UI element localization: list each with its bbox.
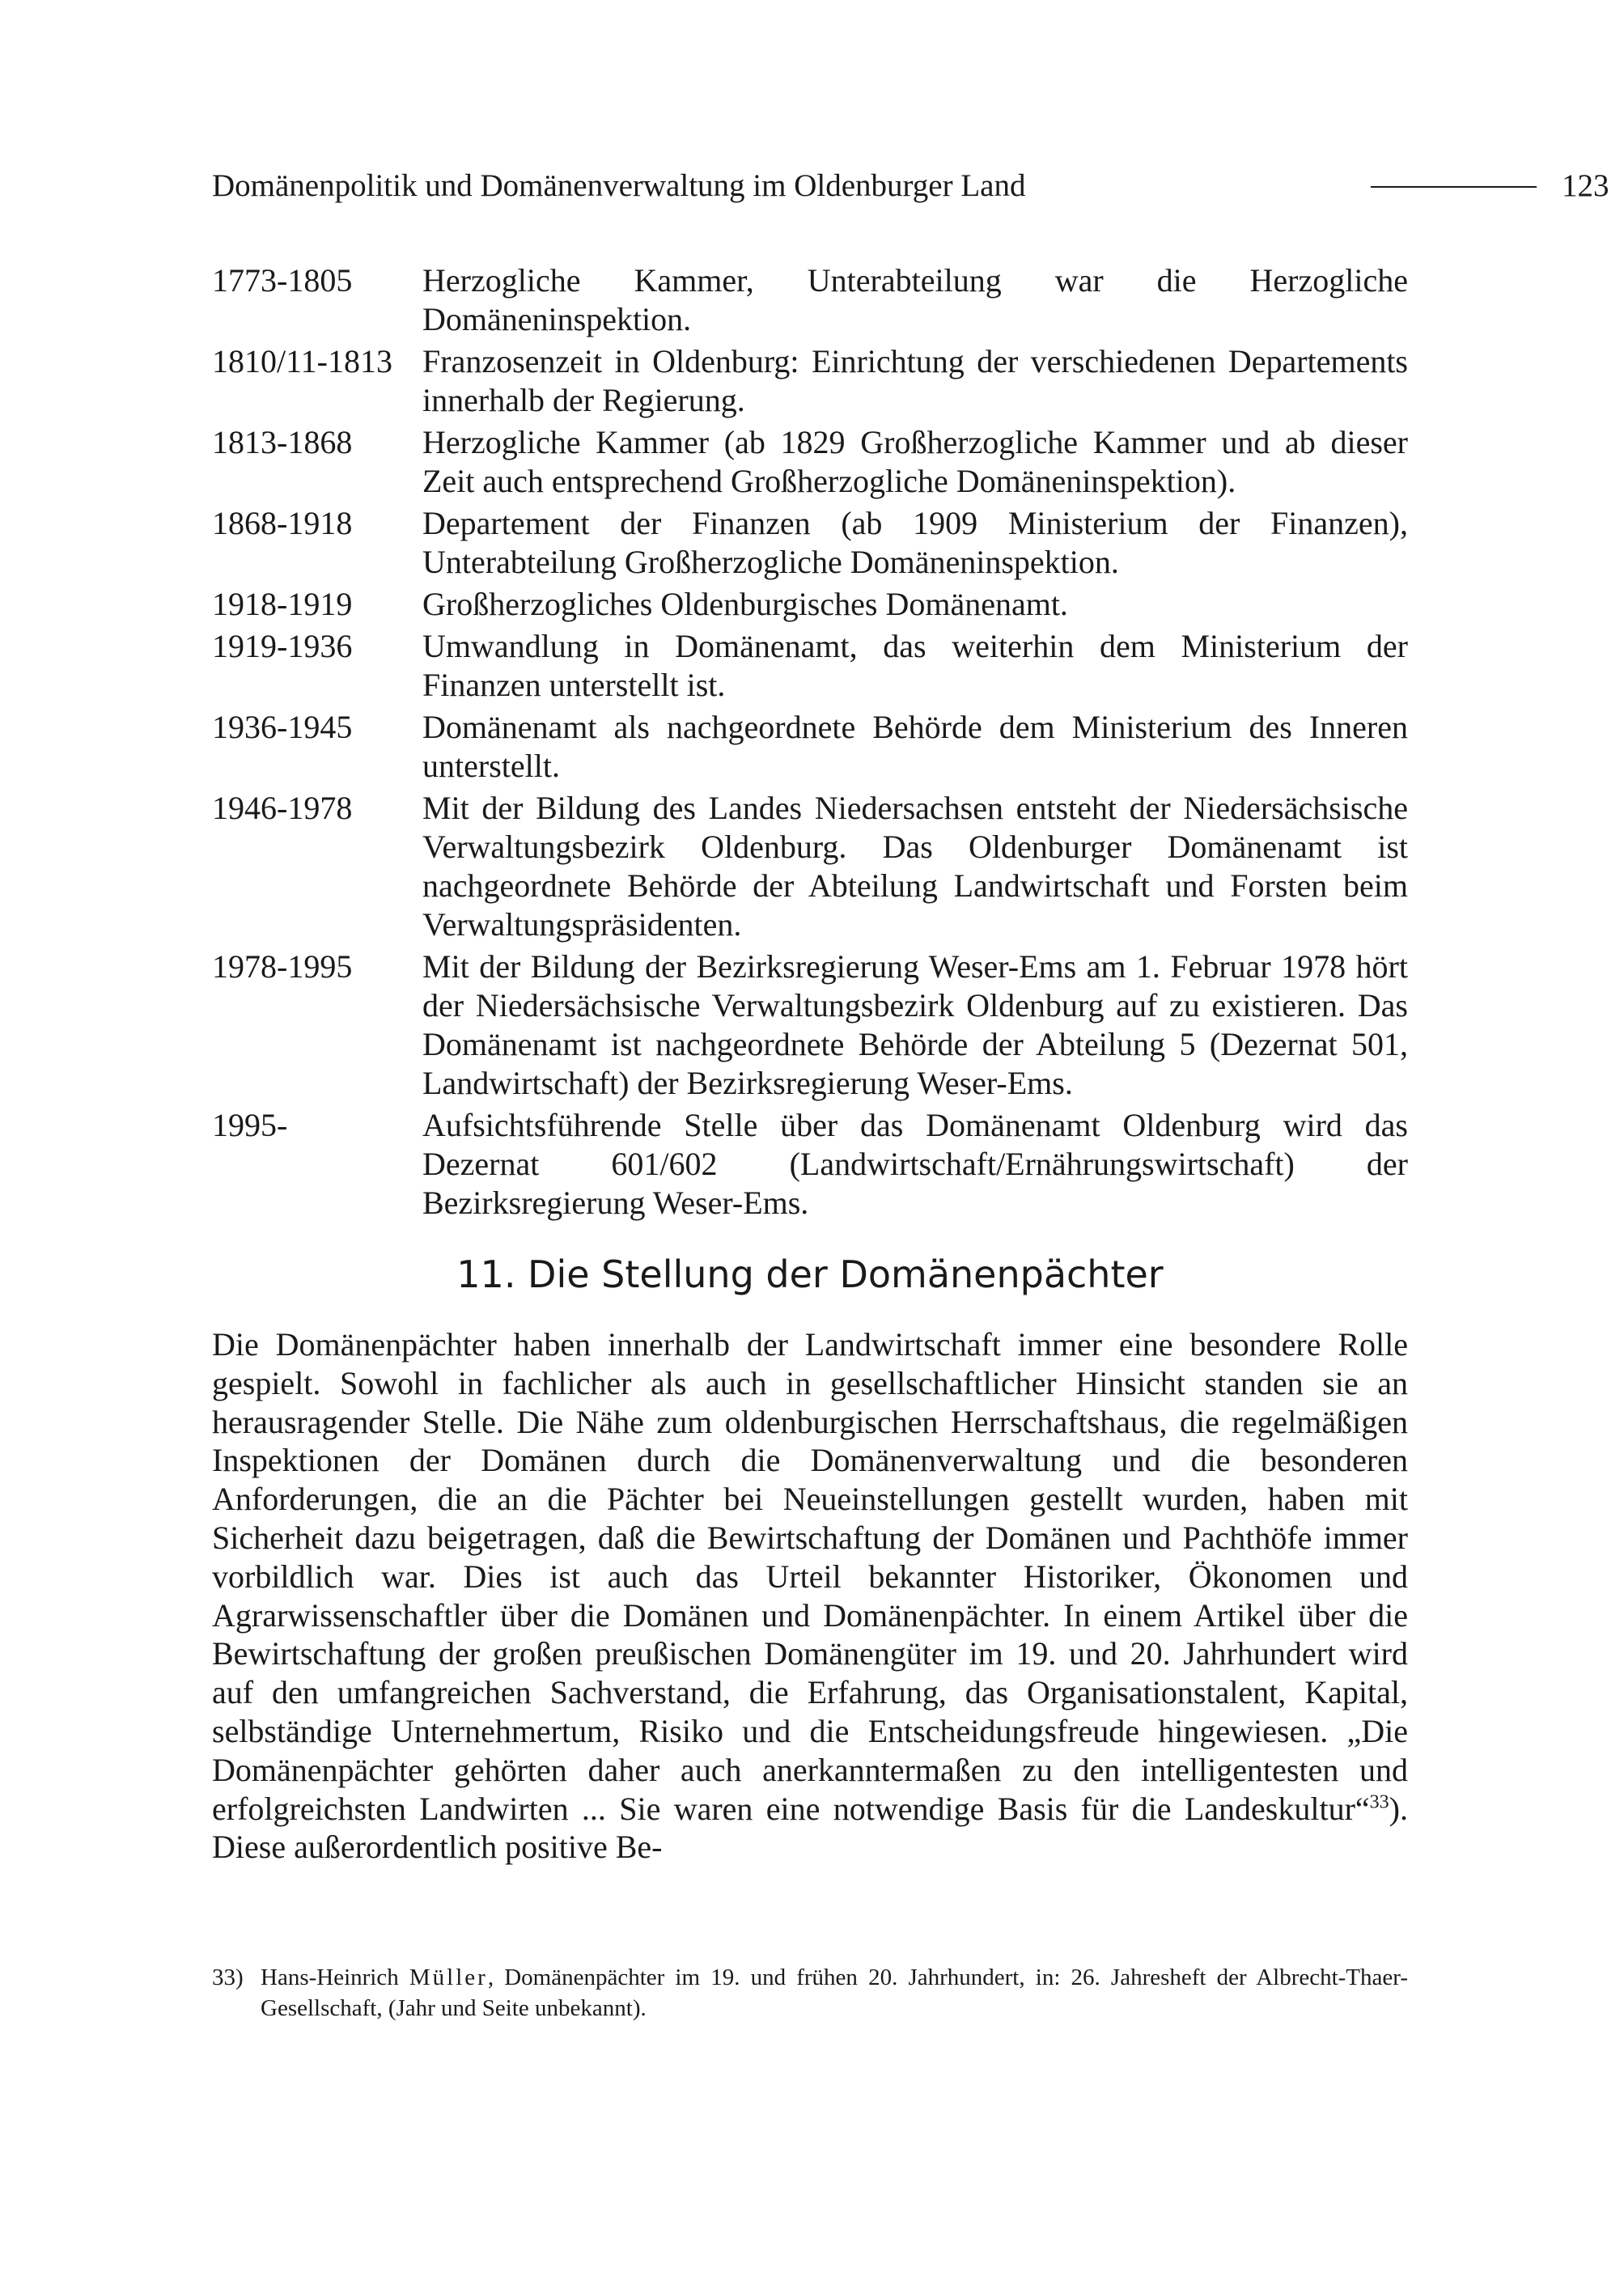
footnote [212,1962,1408,2024]
timeline-entry [212,261,1408,339]
footnote-number: 33) [212,1965,244,1990]
footnote-reference[interactable]: 33 [1369,1791,1389,1813]
timeline-years: 1936-1945 [212,709,353,745]
footnote-text [261,1962,1408,2024]
timeline-years: 1995- [212,1107,288,1143]
timeline-entry [212,1106,1408,1223]
timeline-text: Herzogliche Kammer, Unterabteilung war die Herzogliche Domäneninspektion. [422,262,1408,337]
timeline-years: 1810/11-1813 [212,343,392,379]
timeline-text: Großherzogliches Oldenburgisches Domänenamt. [422,586,1068,622]
timeline-years: 1978-1995 [212,948,353,985]
footnote-author-prefix: Hans-Heinrich [261,1965,409,1990]
timeline-list [212,261,1408,1226]
body-paragraph [212,1325,1408,1867]
running-head [212,162,1609,210]
footnote-author-surname: Müller [409,1965,488,1990]
timeline-entry [212,342,1408,420]
page-number: 123 [1562,168,1609,203]
timeline-text: Mit der Bildung des Landes Niedersachsen entsteht der Niedersächsische Verwaltungsbezirk Oldenburg. Das Oldenburger Domänenamt ist nachgeordnete Behörde der Abteilung Landwirtschaft und Forsten beim Verwaltungspräsidenten. [422,790,1408,943]
timeline-years: 1919-1936 [212,628,353,664]
timeline-text: Franzosenzeit in Oldenburg: Einrichtung der verschiedenen Departements innerhalb der Regierung. [422,343,1408,418]
timeline-entry [212,585,1408,624]
timeline-years: 1946-1978 [212,790,353,826]
timeline-entry [212,627,1408,705]
timeline-years: 1773-1805 [212,262,353,299]
timeline-years: 1868-1918 [212,505,353,541]
timeline-entry [212,423,1408,501]
timeline-entry [212,789,1408,944]
running-head-title: Domänenpolitik und Domänenverwaltung im Oldenburger Land [212,168,1026,203]
timeline-entry [212,708,1408,786]
running-head-rule [1371,186,1537,188]
timeline-text: Mit der Bildung der Bezirksregierung Weser-Ems am 1. Februar 1978 hört der Niedersächsische Verwaltungsbezirk Oldenburg auf zu existieren. Das Domänenamt ist nachgeordnete Behörde der Abteilung 5 (Dezernat 501, Landwirtschaft) der Bezirksregierung Weser-Ems. [422,948,1408,1101]
timeline-text: Aufsichtsführende Stelle über das Domänenamt Oldenburg wird das Dezernat 601/602 (Landwirtschaft/Ernährungswirtschaft) der Bezirksregierung Weser-Ems. [422,1107,1408,1221]
paragraph-text: Die Domänenpächter haben innerhalb der Landwirtschaft immer eine besondere Rolle gespielt. Sowohl in fachlicher als auch in gesellschaftlicher Hinsicht standen sie an herausragender Stelle. Die Nähe zum oldenburgischen Herrschaftshaus, die regelmäßigen Inspektionen der Domänen durch die Domänenverwaltung und die besonderen Anforderungen, die an die Pächter bei Neueinstellungen gestellt wurden, haben mit Sicherheit dazu beigetragen, daß die Bewirtschaftung der Domänen und Pachthöfe immer vorbildlich war. Dies ist auch das Urteil bekannter Historiker, Ökonomen und Agrarwissenschaftler über die Domänen und Domänenpächter. In einem Artikel über die Bewirtschaftung der großen preußischen Domänengüter im 19. und 20. Jahrhundert wird auf den umfangreichen Sachverstand, die Erfahrung, das Organisationstalent, Kapital, selbständige Unternehmertum, Risiko und die Entscheidungsfreude hingewiesen. „Die Domänenpächter gehörten daher auch anerkanntermaßen zu den intelligentesten und erfolgreichsten Landwirten ... Sie waren eine notwendige Basis für die Landeskultur“ [212,1326,1408,1827]
timeline-text: Umwandlung in Domänenamt, das weiterhin dem Ministerium der Finanzen unterstellt ist. [422,628,1408,703]
timeline-text: Herzogliche Kammer (ab 1829 Großherzogliche Kammer und ab dieser Zeit auch entsprechend Großherzogliche Domäneninspektion). [422,424,1408,499]
timeline-entry [212,504,1408,582]
footnote-citation: , Domänenpächter im 19. und frühen 20. Jahrhundert, in: 26. Jahresheft der Albrecht-Thaer-Gesellschaft, (Jahr und Seite unbekannt). [261,1965,1409,2021]
section-heading: 11. Die Stellung der Domänenpächter [456,1252,1164,1296]
timeline-text: Domänenamt als nachgeordnete Behörde dem Ministerium des Inneren unterstellt. [422,709,1408,784]
timeline-years: 1918-1919 [212,586,353,622]
timeline-text: Departement der Finanzen (ab 1909 Ministerium der Finanzen), Unterabteilung Großherzogliche Domäneninspektion. [422,505,1408,580]
timeline-entry [212,947,1408,1103]
paragraph-text-end: ). Diese außerordentlich positive Be- [212,1790,1408,1866]
timeline-years: 1813-1868 [212,424,353,460]
